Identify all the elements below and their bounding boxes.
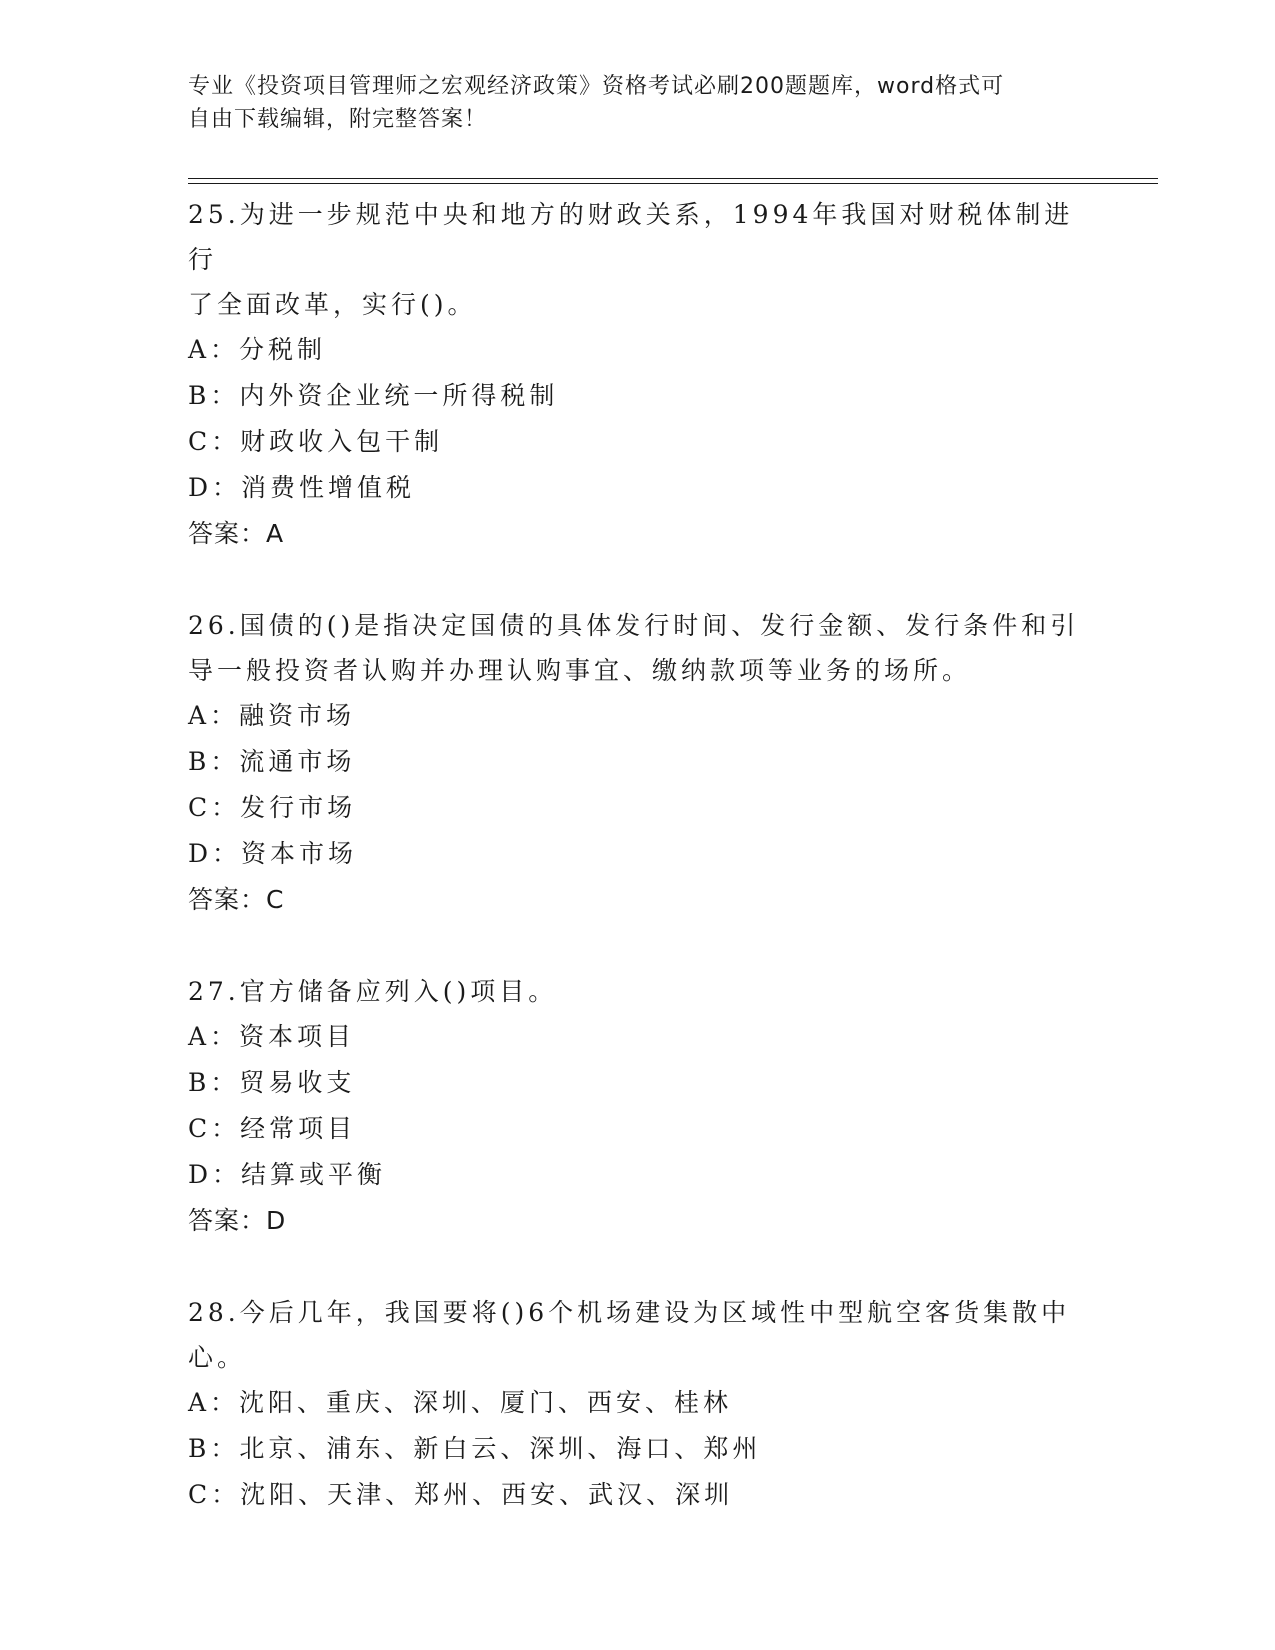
question-26	[188, 603, 1088, 923]
question-stem-line: 27.官方储备应列入()项目。	[188, 977, 558, 1006]
document-header	[188, 70, 1088, 136]
option-c: C：经常项目	[188, 1114, 357, 1143]
option-c: C：沈阳、天津、郑州、西安、武汉、深圳	[188, 1480, 734, 1509]
question-list	[188, 192, 1088, 1564]
question-stem-line: 导一般投资者认购并办理认购事宜、缴纳款项等业务的场所。	[188, 656, 972, 685]
question-stem-line: 了全面改革，实行()。	[188, 290, 477, 319]
option-b: B：贸易收支	[188, 1068, 356, 1097]
question-stem-line: 26.国债的()是指决定国债的具体发行时间、发行金额、发行条件和引	[188, 611, 1080, 640]
header-line-2: 自由下载编辑，附完整答案！	[188, 107, 488, 132]
question-stem-line: 25.为进一步规范中央和地方的财政关系，1994年我国对财税体制进行	[188, 200, 1074, 274]
option-a: A：分税制	[188, 335, 327, 364]
option-a: A：沈阳、重庆、深圳、厦门、西安、桂林	[188, 1388, 733, 1417]
header-line-1: 专业《投资项目管理师之宏观经济政策》资格考试必刷200题题库，word格式可	[188, 74, 1005, 99]
question-28	[188, 1290, 1088, 1518]
answer-line: 答案：D	[188, 1206, 287, 1235]
option-b: B：流通市场	[188, 747, 356, 776]
option-d: D：资本市场	[188, 839, 358, 868]
option-b: B：内外资企业统一所得税制	[188, 381, 559, 410]
option-a: A：资本项目	[188, 1022, 356, 1051]
answer-line: 答案：C	[188, 885, 285, 914]
option-c: C：发行市场	[188, 793, 357, 822]
option-d: D：结算或平衡	[188, 1160, 387, 1189]
option-b: B：北京、浦东、新白云、深圳、海口、郑州	[188, 1434, 762, 1463]
header-divider-top	[188, 178, 1158, 179]
question-27	[188, 969, 1088, 1244]
question-25	[188, 192, 1088, 557]
header-divider-bottom	[188, 183, 1158, 184]
option-d: D：消费性增值税	[188, 473, 416, 502]
question-stem-line: 28.今后几年，我国要将()6个机场建设为区域性中型航空客货集散中	[188, 1298, 1071, 1327]
question-stem-line: 心。	[188, 1343, 247, 1372]
option-a: A：融资市场	[188, 701, 356, 730]
answer-line: 答案：A	[188, 519, 285, 548]
option-c: C：财政收入包干制	[188, 427, 444, 456]
